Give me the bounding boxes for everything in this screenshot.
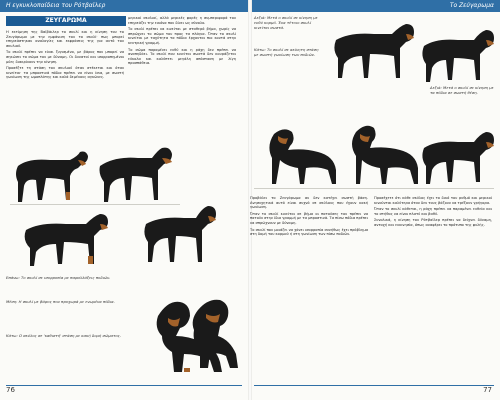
- paragraph: Η εκτίμηση της Βαϊβάιλερ το σκυλί και η κίνηση του το Ζευγάρωμα με την εμφάνιση του το σκυλί· πως μπορεί επηρεάστηκαν αναλογίες και εκφράσεις της για αυτό του σκυλιού.: [6, 30, 124, 48]
- paragraph: Το σώμα παραμένει ευθύ και η ράχη δεν πρέπει να αναπηδάει. Το σκυλί που κινείται σωστά δεν κουράζεται εύκολα και καλύπτει μεγάλη απόσταση με λίγη προσπάθεια.: [128, 47, 236, 66]
- right-running-header: Το Ζεύγαρωμα: [250, 0, 500, 12]
- caption-upper: Επάνω: Το σκυλί σε ισορροπία με παραλλάξεις ποδιών.: [6, 275, 111, 280]
- caption-middle: Μέση: Η σκυλί με βάρος που προχωρά με ενωμένα πόδια.: [6, 299, 115, 304]
- paragraph: Συνολικά, η κίνηση του Ρότβαϊλερ πρέπει να δείχνει δύναμη, αντοχή και ευκινησία, όπως αναφέρει το πρότυπο της φυλής.: [374, 218, 492, 227]
- left-text-column-1: [6, 30, 124, 82]
- section-title: ΖΕΥΓΑΡΩΜΑ: [6, 16, 126, 26]
- paragraph: Προσέχετε ότι κάθε σκύλος έχει το δικό του ρυθμό και μερικοί κινούνται καλύτερα όταν δεν τους βάζουν να τρέξουν γρήγορα.: [374, 196, 492, 205]
- rottweiler-photo-6: [184, 296, 248, 372]
- paragraph: Όταν το σκυλί κάθεται, η ράχη πρέπει να παραμένει ευθεία και το στήθος να είναι πλατύ και βαθύ.: [374, 207, 492, 216]
- rottweiler-photo-1: [8, 146, 92, 204]
- paragraph: Προβάλει το Ζευγάρωμα αν δεν κατέχει σωστή βάση. Ανησυχητικά αυτό είναι συχνό σε σκύλους που έχουν κακή γωνίωση.: [250, 196, 368, 210]
- paragraph: Το σκυλί πρέπει να κινείται με σταθερό βήμα, χωρίς να σπρώχνει το σώμα του προς τα πλάγια. Όταν το σκυλί κινείται με ταχύτητα τα πόδια έρχονται πιο κοντά στην κεντρική γραμμή.: [128, 27, 236, 45]
- rottweiler-photo-4: [140, 200, 220, 266]
- photo-ground-right: [254, 188, 494, 189]
- left-running-header: Η εγκυκλοπαίδεια του Ρότβαϊλερ: [0, 0, 250, 12]
- right-text-column-2: [374, 196, 492, 230]
- rottweiler-photo-2: [92, 142, 176, 206]
- page-number-right: 77: [483, 386, 492, 394]
- caption-mid-left: Κάτω: Το σκυλί σε ακίνητη στάση με σωστή γωνίωση των ποδιών.: [254, 47, 319, 57]
- rottweiler-photo-10: [340, 122, 424, 188]
- footer-rule-right: [254, 385, 494, 386]
- paragraph: Το σκυλί που μοιάζει να χάνει ισορροπία συνήθως έχει πρόβλημα στη δομή του κορμού ή στη γωνίωση των πίσω ποδιών.: [250, 227, 368, 237]
- right-text-column-1: [250, 196, 368, 239]
- rottweiler-photo-11: [420, 124, 500, 186]
- paragraph: Το σκυλί πρέπει να είναι ζυγισμένο, με βάρος που μπορεί να σηκώσει το σώμα του με δύναμη. Οι δυνατοί και ισορροπημένοι μύες διακρίνουν την κίνηση.: [6, 50, 124, 64]
- paragraph: Όταν το σκυλί κινείται σε βήμα οι πατούσες του πρέπει να πατούν στην ίδια γραμμή με τα μπροστινά. Τα πίσω πόδια πρέπει να σπρώχνουν με δύναμη.: [250, 211, 368, 225]
- footer-rule: [6, 385, 242, 386]
- caption-top-left: Δεξιά: Μετά ο σκυλί σε κίνηση με ευθύ κορμό. Ένα τέτοιο σκυλί κινείται σωστά.: [254, 15, 318, 30]
- rottweiler-photo-9: [254, 126, 340, 188]
- paragraph: Προσέξτε τη στάση του σκυλιού όταν στέκεται και όταν κινείται· τα μπροστινά πόδια πρέπει να είναι ίσια, με σωστή γωνίωση της ωμοπλάτης και καλά δεμένους αγκώνες.: [6, 66, 124, 80]
- rottweiler-photo-8: [420, 24, 496, 84]
- caption-top-right: Δεξιά: Μετά ο σκυλί σε κίνηση με τα πόδια σε σωστή θέση.: [430, 85, 494, 95]
- right-page: [250, 0, 500, 400]
- rottweiler-photo-3: [16, 208, 112, 268]
- caption-lower: Κάτω: Ο σκύλος σε 'καθιστή' στάση με κακή δομή σώματος.: [6, 333, 122, 338]
- left-text-column-2: [128, 16, 236, 68]
- paragraph: μερικοί σκυλιοί, αλλά μερικές φορές η συμπεριφορά του επηρεάζει την εικόνα που δίνει ως σύνολο.: [128, 16, 236, 25]
- page-number-left: 76: [6, 386, 15, 394]
- rottweiler-photo-7: [328, 18, 418, 82]
